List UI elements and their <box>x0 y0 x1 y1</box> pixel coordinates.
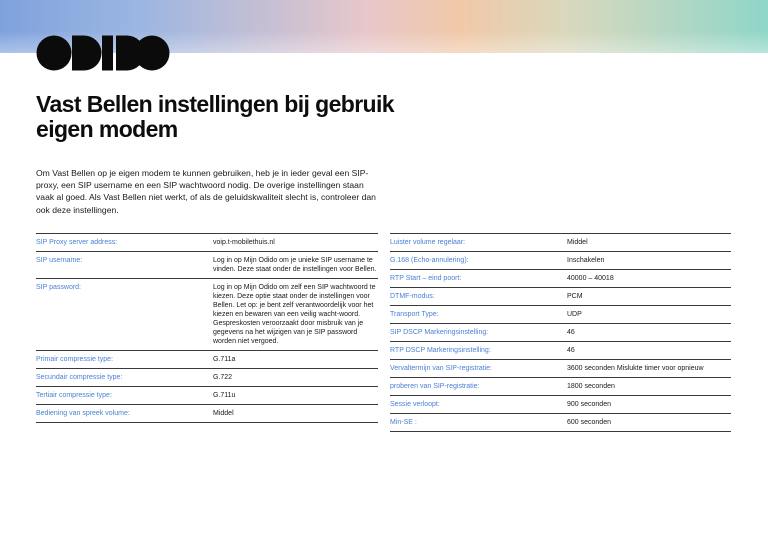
setting-row <box>390 252 731 270</box>
setting-value: 46 <box>567 347 575 354</box>
setting-row <box>390 270 731 288</box>
setting-row <box>36 387 378 405</box>
setting-value: Middel <box>567 239 588 246</box>
setting-label: SIP Proxy server address: <box>36 239 118 246</box>
setting-value: 600 seconden <box>567 419 611 426</box>
setting-row <box>36 252 378 279</box>
setting-value: 1800 seconden <box>567 383 615 390</box>
setting-value: 40000 – 40018 <box>567 275 614 282</box>
setting-label: RTP Start – eind poort: <box>390 275 462 282</box>
setting-label: SIP username: <box>36 257 83 264</box>
setting-value: Inschakelen <box>567 257 605 264</box>
setting-value: Middel <box>213 410 234 417</box>
setting-value: 46 <box>567 329 575 336</box>
setting-label: Vervaltermijn van SIP-registratie: <box>390 365 492 372</box>
setting-value: 3600 seconden Mislukte timer voor opnieuw <box>567 365 704 372</box>
setting-value: Log in op Mijn Odido om zelf een SIP wachtwoord te kiezen. Deze optie staat onder de instellingen voor Bellen. Let op: je bent zelf verantwoordelijk voor het kiezen en bewaren van een veilig wacht-woord. Gespreskosten veroorzaakt door misbruik van je gegevens na het wijzigen van je SIP password worden niet vergoed. <box>213 284 376 345</box>
setting-row <box>390 342 731 360</box>
setting-label: Bediening van spreek volume: <box>36 410 130 417</box>
setting-row <box>36 279 378 351</box>
setting-value: PCM <box>567 293 583 300</box>
setting-label: G.168 (Echo-annulering): <box>390 257 469 264</box>
setting-value: Log in op Mijn Odido om je unieke SIP username te vinden. Deze staat onder de instellingen voor Bellen. <box>213 257 377 273</box>
setting-row <box>390 288 731 306</box>
setting-row <box>36 405 378 423</box>
setting-row <box>390 378 731 396</box>
setting-value: G.711u <box>213 392 236 399</box>
setting-label: Tertiair compressie type: <box>36 392 112 399</box>
setting-label: Primair compressie type: <box>36 356 114 363</box>
setting-label: Secundair compressie type: <box>36 374 123 381</box>
setting-row <box>390 414 731 432</box>
setting-value: UDP <box>567 311 582 318</box>
settings-table-left <box>36 233 378 423</box>
settings-table-right-body <box>390 234 731 432</box>
settings-table-left-body <box>36 234 378 423</box>
setting-label: Luister volume regelaar: <box>390 239 466 246</box>
setting-label: SIP DSCP Markeringsinstelling: <box>390 329 489 336</box>
setting-label: proberen van SIP-registratie: <box>390 383 480 390</box>
setting-row <box>390 396 731 414</box>
setting-row <box>36 369 378 387</box>
settings-table-right <box>390 233 731 432</box>
setting-label: SIP password: <box>36 284 82 291</box>
setting-row <box>36 351 378 369</box>
setting-label: Min-SE : <box>390 419 417 426</box>
setting-label: Sessie verloopt: <box>390 401 440 408</box>
setting-row <box>390 324 731 342</box>
intro-paragraph: Om Vast Bellen op je eigen modem te kunnen gebruiken, heb je in ieder geval een SIP-proxy, een SIP username en een SIP wachtwoord nodig. De overige instellingen staan vaak al goed. Als Vast Bellen niet werkt, of als de geluidskwaliteit slecht is, controleer dan ook deze instellingen. <box>36 168 376 215</box>
setting-value: G.722 <box>213 374 233 381</box>
setting-value: voip.t-mobilethuis.nl <box>213 239 275 246</box>
setting-label: RTP DSCP Markeringsinstelling: <box>390 347 491 354</box>
odido-logo <box>36 35 170 71</box>
setting-label: Transport Type: <box>390 311 439 318</box>
setting-value: 900 seconden <box>567 401 611 408</box>
setting-row <box>390 234 731 252</box>
setting-row <box>390 360 731 378</box>
setting-row <box>390 306 731 324</box>
setting-label: DTMF-modus: <box>390 293 435 300</box>
setting-value: G.711a <box>213 356 236 363</box>
page-title: Vast Bellen instellingen bij gebruik eigen modem <box>36 91 394 142</box>
setting-row <box>36 234 378 252</box>
